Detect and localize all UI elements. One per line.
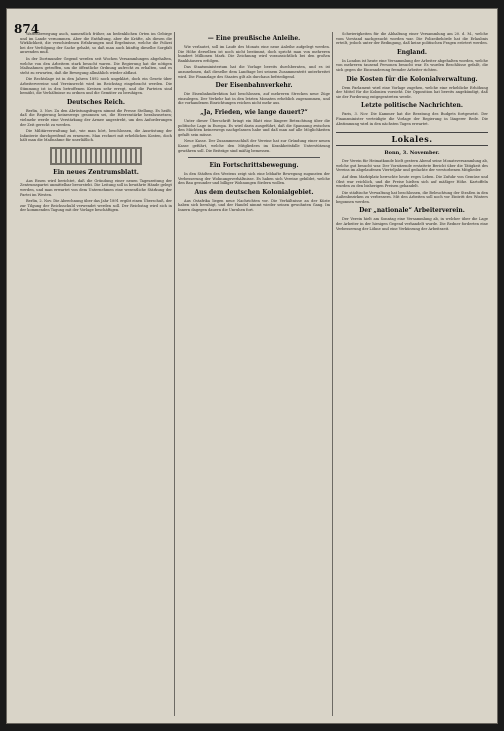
article-heading: Die Kosten für die Kolonialverwaltung. <box>346 75 478 83</box>
article-paragraph: Die Eisenbahndirektion hat beschlossen, auf mehreren Strecken neue Züge einzulegen. Der Verkehr hat in den letzten Monaten erheblich zugenommen, und die vorhandenen Einrichtungen reichen nicht mehr aus. <box>178 92 330 106</box>
article-heading: Aus dem deutschen Kolonialgebiet. <box>194 188 314 196</box>
article-heading: Letzte politische Nachrichten. <box>361 102 463 110</box>
section-heading-lokales: Lokales. <box>336 132 488 146</box>
article-paragraph: Die städtische Verwaltung hat beschlossen, die Beleuchtung der Straßen in den Außenbezirken zu verbessern. Mit den Arbeiten soll noch vor Eintritt des Winters begonnen werden. <box>336 190 488 204</box>
article-paragraph: Das Staatsministerium hat die Vorlage bereits durchberaten, und es ist anzunehmen, daß dieselbe dem Landtage bei seinem Zusammentritt unterbreitet wird. Die Finanzlage des Staates gilt als durchaus befriedigend. <box>178 65 330 79</box>
article-heading: Der Eisenbahnverkehr. <box>215 82 293 90</box>
article-heading: „Ja, Frieden, wie lange dauert?“ <box>200 108 308 116</box>
section-rule <box>188 157 320 158</box>
article-paragraph: Waffenbewegung auch, namentlich früher, an bedenklichen Orten im Gebirge und im Lande vernommen. Aber die Entfaltung, aber die Kräfte, als diesen die Wirklichkeit, die verschiedenen Erfahrungen und Ergebnisse, welche die Polizei bei der Verfolgung der Sache gehabt, so daß man auch künftig dieselbe Sorgfalt anwenden muß. <box>20 32 172 55</box>
column-2 <box>178 32 330 716</box>
article-heading: Der „nationale“ Arbeiterverein. <box>359 207 465 215</box>
article-paragraph: Neue Kasse. Der Zusammenschluß der Vereine hat zur Gründung einer neuen Kasse geführt, welche den Mitgliedern im Krankheitsfalle Unterstützung gewähren soll. Die Beiträge sind mäßig bemessen. <box>178 139 330 153</box>
column-divider <box>332 32 333 716</box>
column-3 <box>336 32 488 716</box>
article-heading: Ein neues Zentrumsblatt. <box>53 168 139 176</box>
page-number: 874 <box>14 22 40 36</box>
article-heading: Ein Fortschrittsbewegung. <box>209 162 299 170</box>
dateline: Bonn, 3. November. <box>384 150 440 157</box>
article-paragraph: In der Dortmunder Gegend werden seit Wochen Versammlungen abgehalten, welche von den Arbeitern stark besucht waren. Die Regierung hat die nötigen Maßnahmen getroffen, um die öffentliche Ordnung aufrecht zu erhalten, und es steht zu erwarten, daß die Bewegung allmählich wieder abflaut. <box>20 56 172 75</box>
section-heading: England. <box>397 48 427 56</box>
article-paragraph: Schwierigkeiten für die Abhaltung einer Versammlung am 20. d. M., welche vom Vorstand nachgesucht worden war. Die Polizeibehörde hat die Erlaubnis erteilt, jedoch unter der Bedingung, daß keine politischen Fragen erörtert werden. <box>336 32 488 46</box>
article-paragraph: In London ist heute eine Versammlung der Arbeiter abgehalten worden, welche von mehreren tausend Personen besucht war. Es wurden Beschlüsse gefaßt, die sich gegen die Einwanderung fremder Arbeiter richten. <box>336 58 488 72</box>
article-paragraph: Der Verein für Heimatkunde hielt gestern Abend seine Monatsversammlung ab, welche gut besucht war. Der Vorsitzende erstattete Bericht über die Tätigkeit des Vereins im abgelaufenen Vierteljahr und gedachte der verstorbenen Mitglieder. <box>336 159 488 173</box>
article-paragraph: Dem Parlament wird eine Vorlage zugehen, welche eine erhebliche Erhöhung der Mittel für die Kolonien vorsieht. Die Opposition hat bereits angekündigt, daß sie der Forderung entgegentreten werde. <box>336 85 488 99</box>
article-paragraph: Unter dieser Überschrift bringt ein Blatt eine längere Betrachtung über die politische Lage in Europa. Es wird darin ausgeführt, daß die Spannung zwischen den Mächten keineswegs nachgelassen habe und daß man auf alle Möglichkeiten gefaßt sein müsse. <box>178 118 330 137</box>
article-paragraph: Der Verein hielt am Sonntag eine Versammlung ab, in welcher über die Lage der Arbeiter in der hiesigen Gegend verhandelt wurde. Die Redner forderten eine Verbesserung der Löhne und eine Verkürzung der Arbeitszeit. <box>336 217 488 231</box>
column-1 <box>20 32 172 716</box>
article-paragraph: Auf dem Marktplatz herrschte heute reges Leben. Die Zufuhr von Gemüse und Obst war reichlich, und die Preise hielten sich auf mäßiger Höhe. Kartoffeln wurden zu den bisherigen Preisen gehandelt. <box>336 174 488 189</box>
newspaper-page <box>6 8 498 724</box>
article-paragraph: Aus Essen wird berichtet, daß die Gründung einer neuen Tageszeitung der Zentrumspartei unmittelbar bevorsteht. Die Leitung soll in bewährte Hände gelegt werden, und man erwartet von dem Unternehmen eine wesentliche Stärkung der Partei im Westen. <box>20 178 172 197</box>
article-paragraph: Berlin, 2. Nov. Die Abrechnung über das Jahr 1891 ergibt einen Überschuß, der zur Tilgung der Reichsschuld verwendet werden soll. Der Reichstag wird sich in der kommenden Tagung mit der Vorlage beschäftigen. <box>20 199 172 213</box>
article-paragraph: Die Militärverwaltung hat, wie man hört, beschlossen, die Ausrüstung der Infanterie durchgreifend zu erneuern. Man rechnet mit erheblichen Kosten, doch hält man die Maßnahme für unerläßlich. <box>20 129 172 143</box>
column-divider <box>174 32 175 716</box>
section-heading: Deutsches Reich. <box>66 98 126 106</box>
article-paragraph: Berlin, 3. Nov. Zu den Abrüstungsfragen nimmt die Presse Stellung. Es heißt, daß die Regierung keineswegs gesonnen sei, die Heeresstärke herabzusetzen; vielmehr werde eine Verstärkung der Armee angestrebt, um den Anforderungen der Zeit gerecht zu werden. <box>20 108 172 127</box>
ornament-divider <box>50 147 142 165</box>
article-paragraph: Wie verlautet, soll im Laufe des Monats eine neue Anleihe aufgelegt werden. Die Höhe derselben ist noch nicht bestimmt, doch spricht man von mehreren hundert Millionen Mark. Die Zeichnung wird voraussichtlich bei den großen Bankhäusern erfolgen. <box>178 45 330 63</box>
article-paragraph: Die Rechtslage ist in den Jahren 1892 noch ungeklärt, doch ein Gesetz über Arbeitervereine und Vereinsrecht wird im Reichstag eingebracht werden. Die Stimmung ist in den betroffenen Kreisen sehr erregt, und die Parteien sind bemüht, die Verhältnisse zu ordnen und die Gemüter zu beruhigen. <box>20 77 172 96</box>
article-paragraph: In den Städten des Westens zeigt sich eine lebhafte Bewegung zugunsten der Verbesserung der Wohnungsverhältnisse. Es haben sich Vereine gebildet, welche den Bau gesunder und billiger Wohnungen fördern wollen. <box>178 172 330 186</box>
article-paragraph: Aus Ostafrika liegen neue Nachrichten vor. Die Verhältnisse an der Küste haben sich beruhigt, und der Handel nimmt wieder seinen gewohnten Gang. Im Innern dagegen dauern die Unruhen fort. <box>178 198 330 213</box>
article-paragraph: Paris, 3. Nov. Die Kammer hat die Beratung des Budgets fortgesetzt. Der Finanzminister verteidigte die Vorlage der Regierung in längerer Rede. Die Abstimmung wird in den nächsten Tagen erwartet. <box>336 112 488 126</box>
article-heading: — Eine preußische Anleihe. <box>207 35 301 42</box>
